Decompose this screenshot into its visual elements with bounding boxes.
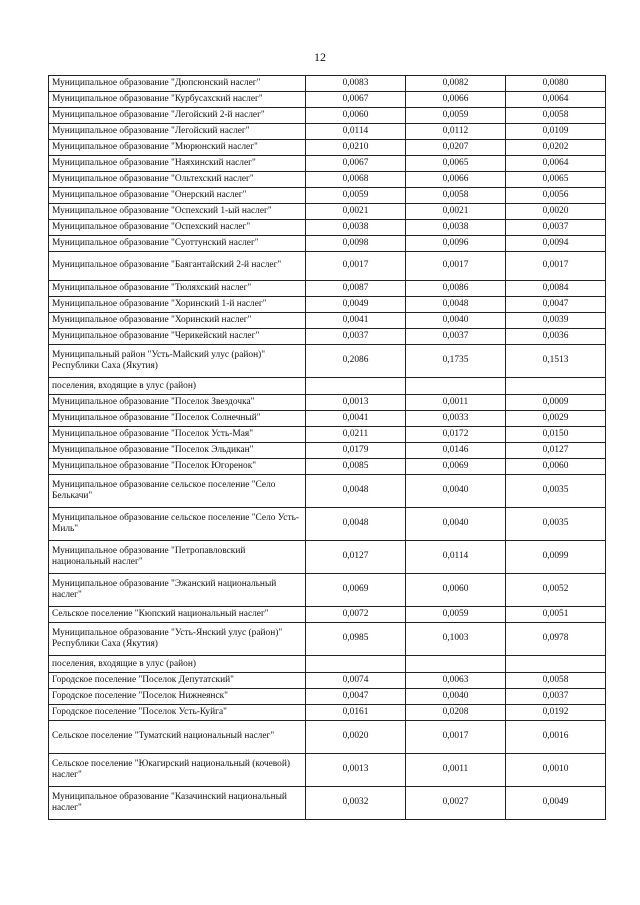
value-cell-2: 0,0066 [406,172,506,188]
coefficients-table [48,75,606,820]
table-row [49,236,606,252]
value-cell-2: 0,0082 [406,76,506,92]
value-cell-1: 0,0072 [306,607,406,623]
value-cell-1: 0,0038 [306,220,406,236]
value-cell-2: 0,0037 [406,329,506,345]
table-row [49,172,606,188]
table-row [49,673,606,689]
value-cell-2: 0,0096 [406,236,506,252]
value-cell-1: 0,0013 [306,754,406,787]
row-name-cell: Городское поселение "Поселок Усть-Куйга" [49,705,306,721]
value-cell-2: 0,0065 [406,156,506,172]
row-name-cell: Муниципальное образование "Казачинский национальный наслег" [49,787,306,820]
table-row [49,108,606,124]
value-cell-3: 0,0049 [506,787,606,820]
section-label-cell: поселения, входящие в улус (район) [49,656,306,673]
value-cell-3: 0,0060 [506,459,606,475]
value-cell-2: 0,0172 [406,427,506,443]
value-cell-1: 0,0047 [306,689,406,705]
value-cell-3: 0,0150 [506,427,606,443]
value-cell-2: 0,0063 [406,673,506,689]
value-cell-1: 0,2086 [306,345,406,378]
value-cell-3: 0,0058 [506,108,606,124]
value-cell-2: 0,0021 [406,204,506,220]
value-cell-1: 0,0068 [306,172,406,188]
value-cell-3: 0,0037 [506,220,606,236]
value-cell-1: 0,0210 [306,140,406,156]
value-cell-3: 0,0127 [506,443,606,459]
value-cell-3: 0,0016 [506,721,606,754]
value-cell-2: 0,0017 [406,721,506,754]
value-cell-2: 0,0040 [406,508,506,541]
value-cell-2: 0,1735 [406,345,506,378]
row-name-cell: Муниципальное образование "Суоттунский наслег" [49,236,306,252]
value-cell-3: 0,0094 [506,236,606,252]
table-row [49,297,606,313]
table-row [49,541,606,574]
value-cell-2: 0,0146 [406,443,506,459]
row-name-cell: Сельское поселение "Кюпский национальный наслег" [49,607,306,623]
value-cell-3: 0,0052 [506,574,606,607]
value-cell-3: 0,0064 [506,92,606,108]
row-name-cell: Муниципальное образование "Ольтехский наслег" [49,172,306,188]
value-cell-1: 0,0013 [306,395,406,411]
value-cell-2 [406,378,506,395]
value-cell-2 [406,656,506,673]
value-cell-2: 0,0059 [406,108,506,124]
section-label-cell: поселения, входящие в улус (район) [49,378,306,395]
value-cell-3: 0,0058 [506,673,606,689]
table-row [49,329,606,345]
table-row [49,76,606,92]
row-name-cell: Муниципальное образование сельское поселение "Село Усть-Миль" [49,508,306,541]
value-cell-1: 0,0067 [306,92,406,108]
row-name-cell: Муниципальное образование "Поселок Солнечный" [49,411,306,427]
table-row [49,92,606,108]
table-row [49,188,606,204]
row-name-cell: Муниципальное образование "Онерский наслег" [49,188,306,204]
value-cell-1: 0,0021 [306,204,406,220]
value-cell-1: 0,0087 [306,281,406,297]
table-row [49,395,606,411]
value-cell-3: 0,0051 [506,607,606,623]
value-cell-3: 0,0084 [506,281,606,297]
row-name-cell: Муниципальное образование "Легойский наслег" [49,124,306,140]
value-cell-3: 0,0036 [506,329,606,345]
table-row [49,204,606,220]
value-cell-1: 0,0032 [306,787,406,820]
row-name-cell: Муниципальное образование "Курбусахский наслег" [49,92,306,108]
row-name-cell: Муниципальное образование "Мюрюнский наслег" [49,140,306,156]
table-row [49,623,606,656]
table-row [49,313,606,329]
value-cell-1: 0,0074 [306,673,406,689]
table-row [49,124,606,140]
value-cell-3: 0,0047 [506,297,606,313]
row-name-cell: Муниципальное образование "Петропавловский национальный наслег" [49,541,306,574]
section-row [49,378,606,395]
value-cell-1: 0,0069 [306,574,406,607]
value-cell-1: 0,0020 [306,721,406,754]
value-cell-1: 0,0048 [306,508,406,541]
table-row [49,252,606,281]
row-name-cell: Муниципальное образование "Поселок Эльдикан" [49,443,306,459]
value-cell-3: 0,0035 [506,508,606,541]
value-cell-3: 0,0035 [506,475,606,508]
table-row [49,787,606,820]
row-name-cell: Городское поселение "Поселок Депутатский" [49,673,306,689]
row-name-cell: Муниципальный район "Усть-Майский улус (район)" Республики Саха (Якутия) [49,345,306,378]
value-cell-1: 0,0179 [306,443,406,459]
row-name-cell: Муниципальное образование "Дюпсюнский наслег" [49,76,306,92]
value-cell-2: 0,0038 [406,220,506,236]
row-name-cell: Муниципальное образование "Эжанский национальный наслег" [49,574,306,607]
value-cell-3: 0,0202 [506,140,606,156]
row-name-cell: Муниципальное образование "Поселок Звездочка" [49,395,306,411]
row-name-cell: Муниципальное образование "Поселок Усть-Мая" [49,427,306,443]
table-row [49,705,606,721]
table-row [49,281,606,297]
row-name-cell: Муниципальное образование "Оспехский 1-ый наслег" [49,204,306,220]
value-cell-3 [506,656,606,673]
value-cell-1: 0,0017 [306,252,406,281]
value-cell-3: 0,0020 [506,204,606,220]
value-cell-2: 0,0208 [406,705,506,721]
value-cell-3: 0,0017 [506,252,606,281]
value-cell-3: 0,0065 [506,172,606,188]
value-cell-1: 0,0037 [306,329,406,345]
table-row [49,459,606,475]
table-row [49,156,606,172]
value-cell-1: 0,0114 [306,124,406,140]
value-cell-3 [506,378,606,395]
table-row [49,140,606,156]
section-row [49,656,606,673]
table-body [49,76,606,820]
value-cell-3: 0,0029 [506,411,606,427]
value-cell-1: 0,0041 [306,411,406,427]
value-cell-1: 0,0048 [306,475,406,508]
row-name-cell: Муниципальное образование "Легойский 2-й наслег" [49,108,306,124]
value-cell-2: 0,0040 [406,689,506,705]
value-cell-2: 0,0114 [406,541,506,574]
value-cell-2: 0,0059 [406,607,506,623]
row-name-cell: Муниципальное образование "Хоринский наслег" [49,313,306,329]
value-cell-3: 0,0080 [506,76,606,92]
value-cell-1: 0,0059 [306,188,406,204]
table-row [49,475,606,508]
row-name-cell: Муниципальное образование "Оспехский наслег" [49,220,306,236]
row-name-cell: Муниципальное образование "Усть-Янский улус (район)" Республики Саха (Якутия) [49,623,306,656]
row-name-cell: Муниципальное образование "Наяхинский наслег" [49,156,306,172]
value-cell-3: 0,0039 [506,313,606,329]
value-cell-2: 0,0112 [406,124,506,140]
value-cell-1: 0,0049 [306,297,406,313]
table-row [49,754,606,787]
value-cell-1: 0,0060 [306,108,406,124]
table-row [49,220,606,236]
value-cell-2: 0,0086 [406,281,506,297]
value-cell-1: 0,0985 [306,623,406,656]
value-cell-1: 0,0098 [306,236,406,252]
value-cell-2: 0,0017 [406,252,506,281]
value-cell-1: 0,0085 [306,459,406,475]
value-cell-2: 0,0040 [406,475,506,508]
table-row [49,411,606,427]
row-name-cell: Муниципальное образование "Черикейский наслег" [49,329,306,345]
row-name-cell: Городское поселение "Поселок Нижнеянск" [49,689,306,705]
value-cell-3: 0,0056 [506,188,606,204]
value-cell-1: 0,0067 [306,156,406,172]
table-row [49,689,606,705]
value-cell-2: 0,0060 [406,574,506,607]
table-row [49,574,606,607]
row-name-cell: Муниципальное образование "Баягантайский 2-й наслег" [49,252,306,281]
value-cell-3: 0,0978 [506,623,606,656]
value-cell-2: 0,0048 [406,297,506,313]
row-name-cell: Муниципальное образование "Тюляхский наслег" [49,281,306,297]
table-row [49,508,606,541]
table-row [49,721,606,754]
value-cell-1: 0,0127 [306,541,406,574]
page-number: 12 [314,50,326,64]
value-cell-3: 0,0037 [506,689,606,705]
table-row [49,427,606,443]
row-name-cell: Муниципальное образование сельское поселение "Село Белькачи" [49,475,306,508]
row-name-cell: Сельское поселение "Туматский национальный наслег" [49,721,306,754]
value-cell-2: 0,0207 [406,140,506,156]
table-row [49,443,606,459]
value-cell-2: 0,0040 [406,313,506,329]
value-cell-3: 0,0010 [506,754,606,787]
value-cell-3: 0,0099 [506,541,606,574]
value-cell-2: 0,0069 [406,459,506,475]
value-cell-2: 0,0011 [406,395,506,411]
value-cell-1: 0,0041 [306,313,406,329]
value-cell-2: 0,0033 [406,411,506,427]
value-cell-3: 0,0192 [506,705,606,721]
value-cell-2: 0,0027 [406,787,506,820]
row-name-cell: Муниципальное образование "Хоринский 1-й наслег" [49,297,306,313]
value-cell-3: 0,0009 [506,395,606,411]
value-cell-1: 0,0083 [306,76,406,92]
value-cell-3: 0,1513 [506,345,606,378]
table-row [49,345,606,378]
value-cell-3: 0,0064 [506,156,606,172]
value-cell-3: 0,0109 [506,124,606,140]
value-cell-1: 0,0161 [306,705,406,721]
value-cell-2: 0,0011 [406,754,506,787]
value-cell-2: 0,0066 [406,92,506,108]
value-cell-2: 0,0058 [406,188,506,204]
value-cell-1 [306,656,406,673]
table-row [49,607,606,623]
row-name-cell: Сельское поселение "Юкагирский национальный (кочевой) наслег" [49,754,306,787]
value-cell-2: 0,1003 [406,623,506,656]
value-cell-1 [306,378,406,395]
row-name-cell: Муниципальное образование "Поселок Югоренок" [49,459,306,475]
value-cell-1: 0,0211 [306,427,406,443]
